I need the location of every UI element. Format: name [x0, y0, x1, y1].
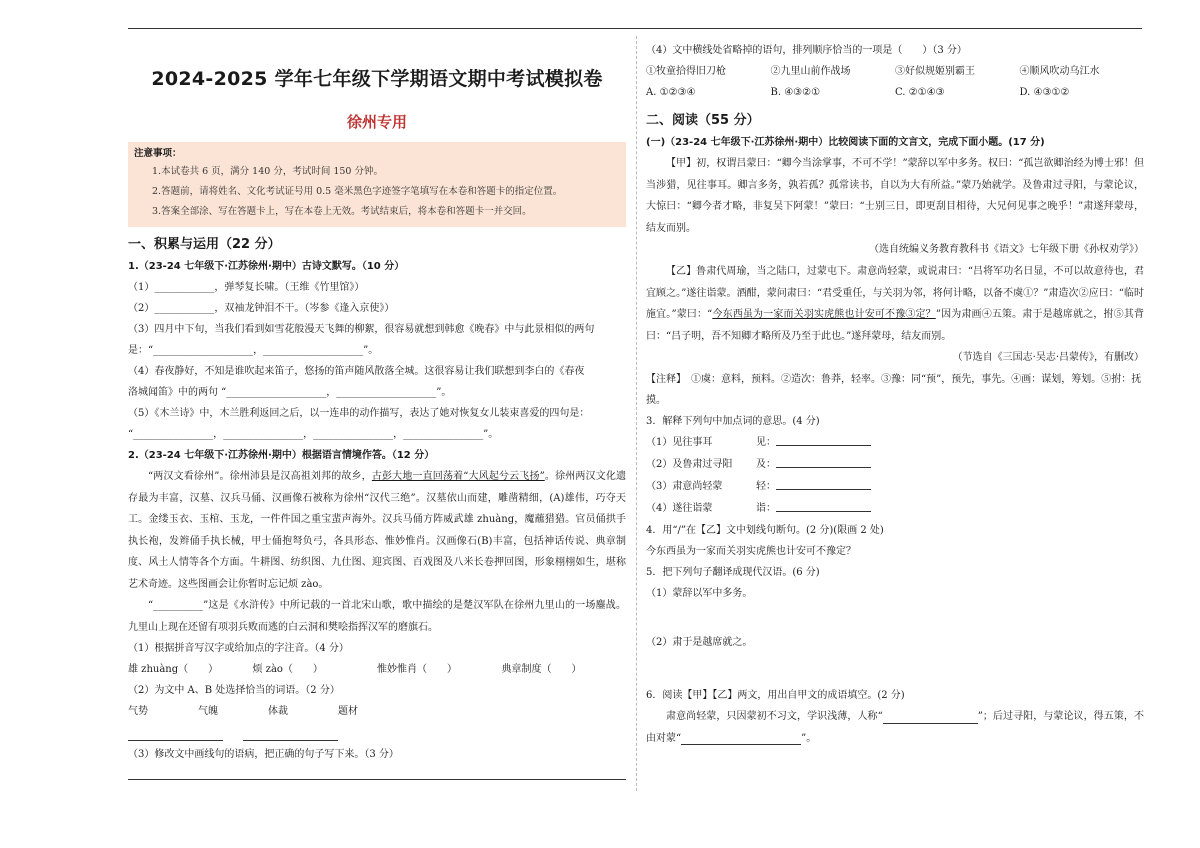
passage-text: ”因为肃画④五策。肃于是越席就之，拊⑤其背曰：“吕子明，吾不知卿才略所及乃至于此也。”遂拜蒙母，结友而别。 — [646, 309, 1144, 342]
answer-line[interactable] — [128, 779, 626, 780]
passage-jia: 【甲】初，权谓吕蒙曰：“卿今当涂掌事，不可不学！”蒙辞以军中多务。权曰：“孤岂欲卿治经为博士邪！但当涉猎，见往事耳。卿言多务，孰若孤？孤常读书，自以为大有所益。”蒙乃始就学。及鲁肃过寻阳，与蒙论议，大惊曰：“卿今者才略，非复吴下阿蒙！”蒙曰：“士别三日，即更刮目相待，大兄何见事之晚乎！”肃遂拜蒙母，结友而别。 — [646, 158, 1144, 234]
punctuation-sentence: 今东西虽为一家而关羽实虎熊也计安可不豫定？ — [646, 546, 856, 557]
sub-question: （2）为文中 A、B 处选择恰当的词语。（2 分） — [128, 685, 340, 696]
word-option: 气魄 — [198, 706, 218, 717]
explain-word: 及： — [756, 459, 776, 470]
passage-paragraph: “__________”这是《水浒传》中所记载的一首北宋山歌，歌中描绘的是楚汉军队在徐州九里山的一场鏖战。九里山上现在还留有项羽兵败而逃的白云洞和樊哙指挥汉军的磨旗石。 — [128, 600, 626, 633]
notes-item: 3.答案全部涂、写在答题卡上，写在本卷上无效。考试结束后，将本卷和答题卡一并交回。 — [152, 206, 532, 217]
explain-sentence: （4）遂往诣蒙 — [646, 503, 713, 514]
answer-blank[interactable] — [776, 476, 871, 490]
translate-item: （1）蒙辞以军中多务。 — [646, 588, 753, 599]
sub-question: （1）根据拼音写汉字或给加点的字注音。（4 分） — [128, 643, 349, 654]
answer-space[interactable] — [646, 604, 1144, 632]
passage-text: 【乙】鲁肃代周瑜，当之陆口，过蒙屯下。肃意尚轻蒙，或说肃曰：“吕将军功名日显，不可以故意待也，君宜顾之。”遂往诣蒙。酒酣，蒙问肃曰：“君受重任，与关羽为邻，将何计略，以备不虞①？”肃造次②应曰：“临时施宜。”蒙曰：“ — [646, 266, 1144, 320]
question-heading: 2.（23-24 七年级下·江苏徐州·期中）根据语言情境作答。（12 分） — [128, 450, 435, 461]
fill-text: ”。 — [801, 732, 817, 744]
question-line: （5）《木兰诗》中，木兰胜利返回之后，以一连串的动作描写，表达了她对恢复女儿装束喜爱的四句是： — [128, 408, 590, 419]
column-divider — [636, 36, 637, 791]
order-item: ①牧童拾得旧刀枪 — [646, 66, 726, 77]
order-item: ②九里山前作战场 — [770, 66, 851, 77]
exam-subtitle: 徐州专用 — [346, 113, 407, 131]
passage-paragraph — [128, 466, 626, 595]
notes-box — [128, 142, 626, 227]
question-heading: 1.（23-24 七年级下·江苏徐州·期中）古诗文默写。（10 分） — [128, 261, 405, 272]
question-line: （3）四月中下旬，当我们看到如雪花般漫天飞舞的柳絮，很容易就想到韩愈《晚春》中与此景相似的两句 — [128, 324, 595, 335]
question-heading: 3．解释下列句中加点词的意思。(4 分) — [646, 416, 820, 427]
passage-text: “两汉文看徐州”。徐州沛县是汉高祖刘邦的故乡， — [148, 471, 372, 482]
order-item: ④顺风吹动乌江水 — [1019, 66, 1100, 77]
pinyin-item: 惟妙惟肖（ ） — [377, 664, 457, 675]
fill-text: 肃意尚轻蒙，只因蒙初不习文，学识浅薄，人称“ — [666, 711, 883, 722]
question-line: （1）____________，弹琴复长啸。（王维《竹里馆》） — [128, 282, 365, 293]
question-heading: 4．用“/”在【乙】文中划线句断句。(2 分)(限画 2 处) — [646, 525, 884, 536]
explain-sentence: （3）肃意尚轻蒙 — [646, 481, 723, 492]
explain-row — [646, 454, 1144, 476]
header-rule — [128, 28, 1142, 29]
question-line: “________________，________________，________________，________________”。 — [128, 429, 499, 440]
answer-blank[interactable] — [128, 727, 223, 741]
notes-heading: 注意事项： — [134, 148, 182, 159]
passage-source: （选自统编义务教育教科书《语文》七年级下册《孙权劝学》） — [869, 244, 1144, 255]
question-heading: 6．阅读【甲】【乙】两文，用出自甲文的成语填空。(2 分) — [646, 690, 905, 701]
order-item: ③好似规姬别霸王 — [895, 66, 975, 77]
answer-blank[interactable] — [681, 731, 801, 745]
answer-blank[interactable] — [883, 710, 978, 724]
pinyin-item: 烦 zào（ ） — [252, 664, 323, 675]
answer-blanks — [128, 723, 626, 744]
pinyin-item: 典章制度（ ） — [501, 664, 582, 675]
sub-question: （3）修改文中画线句的语病，把正确的句子写下来。（3 分） — [128, 749, 399, 760]
answer-blank[interactable] — [776, 454, 871, 468]
choice-d[interactable]: D. ④③①② — [1019, 87, 1070, 98]
explain-sentence: （1）见往事耳 — [646, 437, 713, 448]
exam-title: 2024-2025 学年七年级下学期语文期中考试模拟卷 — [151, 68, 603, 90]
answer-blank[interactable] — [776, 432, 871, 446]
question-heading: (一)（23-24 七年级下·江苏徐州·期中）比较阅读下面的文言文，完成下面小题。(17 分) — [646, 137, 1045, 148]
fill-text: ”；后过寻阳，与蒙论议，得五策，不由对蒙“ — [646, 711, 1144, 744]
question-line: 洛城闻笛》中的两句 “____________________，____________________”。 — [128, 387, 452, 398]
explain-sentence: （2）及鲁肃过寻阳 — [646, 459, 733, 470]
order-items — [646, 61, 1144, 82]
explain-row — [646, 432, 1144, 454]
idiom-fill — [646, 706, 1144, 749]
word-option: 体裁 — [268, 706, 288, 717]
passage-source: （节选自《三国志·吴志·吕蒙传》，有删改） — [952, 352, 1144, 363]
question-line: 是：“____________________，____________________”。 — [128, 345, 379, 356]
explain-word: 轻： — [756, 481, 776, 492]
passage-yi — [646, 261, 1144, 347]
choice-c[interactable]: C. ②①④③ — [895, 87, 945, 98]
section-heading: 一、积累与运用（22 分） — [128, 237, 281, 252]
right-column — [646, 36, 1144, 749]
notes-item: 1.本试卷共 6 页，满分 140 分，考试时间 150 分钟。 — [152, 166, 383, 177]
choice-a[interactable]: A. ①②③④ — [646, 87, 696, 98]
question-line: （4）春夜静好，不知是谁吹起来笛子，悠扬的笛声随风散落全城。这很容易让我们联想到李白的《春夜 — [128, 366, 585, 377]
section-heading: 二、阅读（55 分） — [646, 113, 760, 128]
question-line: （2）____________，双袖龙钟泪不干。（岑参《逢入京使》） — [128, 303, 395, 314]
question-heading: 5．把下列句子翻译成现代汉语。(6 分) — [646, 567, 820, 578]
notes-item: 2.答题前，请将姓名、文化考试证号用 0.5 毫米黑色字迹签字笔填写在本卷和答题卡的指定位置。 — [152, 186, 563, 197]
word-choices — [128, 701, 626, 723]
pinyin-item: 雄 zhuàng（ ） — [128, 664, 219, 675]
pinyin-items — [128, 659, 626, 680]
word-option: 题材 — [338, 706, 358, 717]
annotation-note: 【注释】 ①虞：意料，预料。②造次：鲁莽，轻率。③豫：同“预”，预先，事先。④画：谋划，筹划。⑤拊：抚摸。 — [646, 374, 1142, 406]
question-heading: （4）文中横线处省略掉的语句，排列顺序恰当的一项是（ ）（3 分） — [646, 45, 967, 56]
choice-options — [646, 82, 1144, 103]
answer-blank[interactable] — [243, 727, 338, 741]
answer-space[interactable] — [646, 653, 1144, 685]
answer-blank[interactable] — [776, 498, 871, 512]
word-option: 气势 — [128, 706, 148, 717]
explain-word: 诣： — [756, 503, 776, 514]
left-column — [128, 36, 626, 780]
underlined-sentence: 古彭大地一直回荡着“大风起兮云飞扬” — [371, 471, 545, 482]
translate-item: （2）肃于是越席就之。 — [646, 637, 753, 648]
explain-row — [646, 498, 1144, 520]
underlined-sentence: 今东西虽为一家而关羽实虎熊也计安可不豫③定？ — [712, 309, 936, 320]
explain-row — [646, 476, 1144, 498]
explain-word: 见： — [756, 437, 776, 448]
choice-b[interactable]: B. ④③②① — [770, 87, 821, 98]
passage-text: 。徐州两汉文化遗存最为丰富，汉墓、汉兵马俑、汉画像石被称为徐州“汉代三绝”。汉墓依山而建，雕凿精细，(A)雄伟，巧夺天工。金缕玉衣、玉棺、玉龙，一件件国之重宝蜚声海外。汉兵马俑方阵威武雄 zhuàng，魔蘸猎猎。官员俑拱手执长袍，发辫俑手执长械，甲士俑抱弩负弓，各具形态、惟妙惟肖。汉画像石(B)丰富，包括神话传说、典章制度、风土人情等各个方面。牛耕图、纺织图、九仕图、迎宾图、百戏图及八米长卷押回图，形象栩栩如生，堪称艺术奇迹。这些图画会让你暂时忘记烦 zào。 — [128, 471, 627, 590]
